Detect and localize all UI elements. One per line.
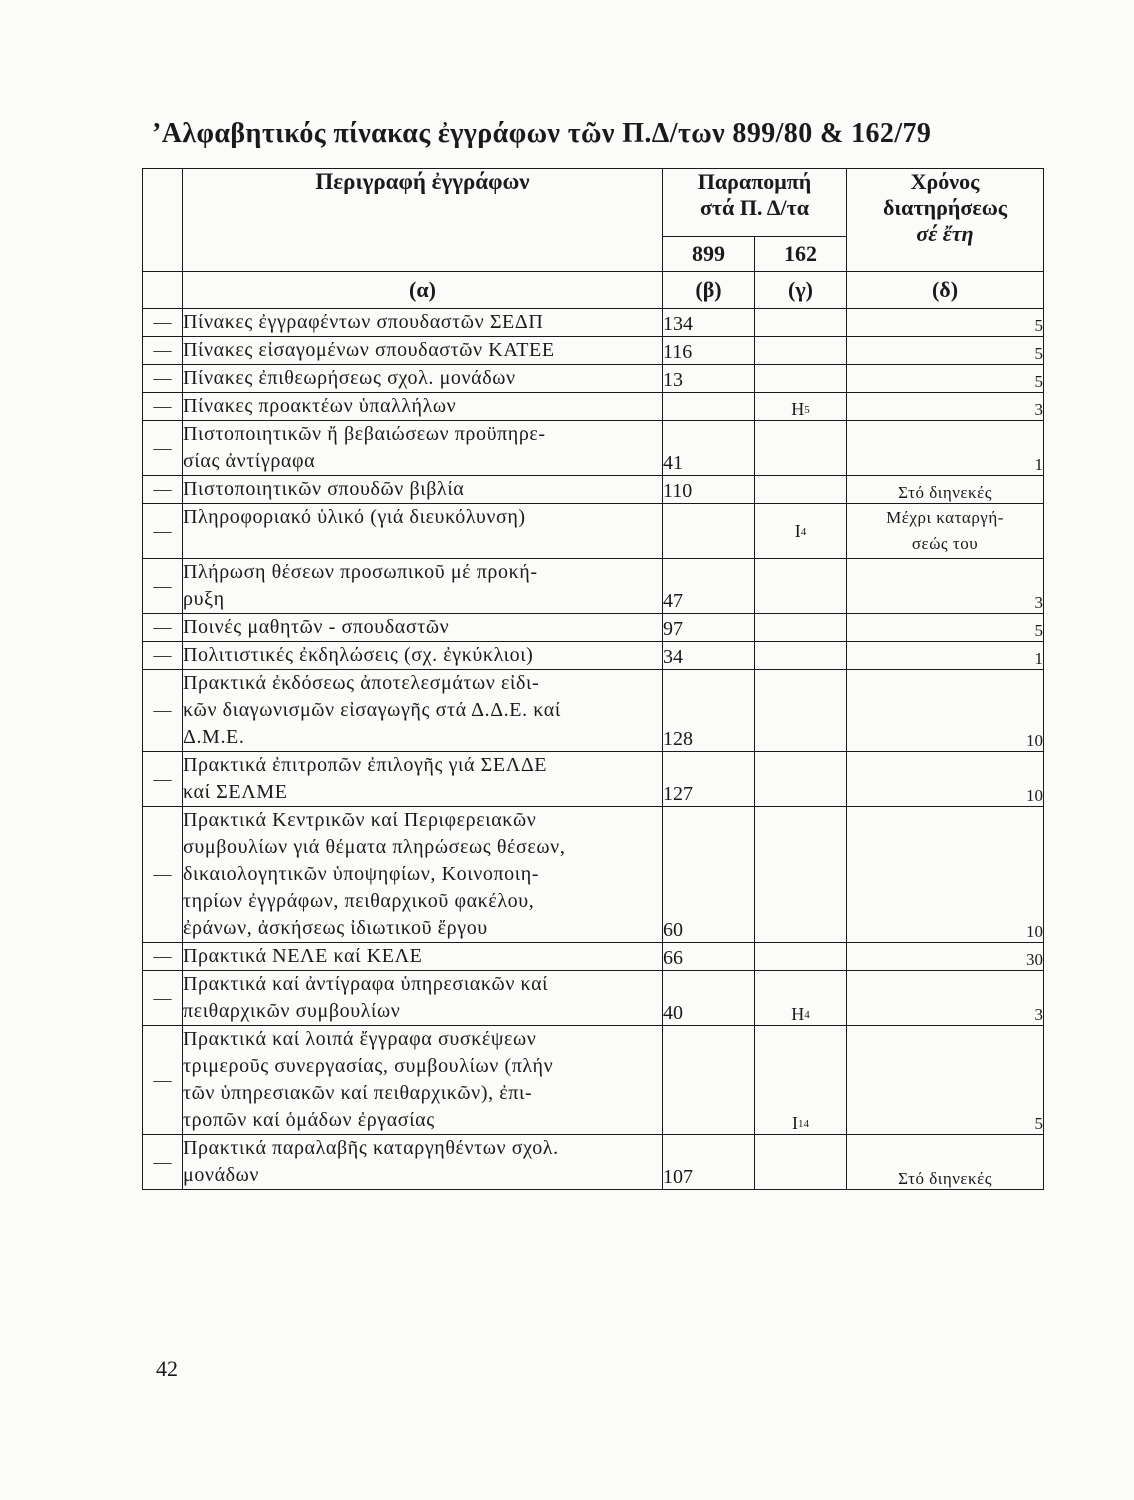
table-row bbox=[143, 337, 1044, 365]
header-retention-line1: Χρόνος bbox=[910, 169, 980, 194]
table-header bbox=[143, 169, 1044, 309]
row-description bbox=[183, 614, 663, 642]
retention-value: 5 bbox=[1034, 344, 1044, 363]
retention-value: 5 bbox=[1034, 1114, 1044, 1133]
table-row bbox=[143, 504, 1044, 559]
row-dash: — bbox=[143, 504, 183, 559]
row-ref-899: 66 bbox=[663, 943, 755, 971]
row-ref-162 bbox=[755, 1026, 847, 1135]
row-dash: — bbox=[143, 943, 183, 971]
retention-value-line2: σεώς του bbox=[911, 534, 979, 553]
header-reference-line2: στά Π. Δ/τα bbox=[699, 195, 810, 220]
table-row bbox=[143, 642, 1044, 670]
row-ref-162 bbox=[755, 421, 847, 476]
description-line: Δ.Μ.Ε. bbox=[183, 726, 245, 748]
description-line: ἐράνων, ἀσκήσεως ἰδιωτικοῦ ἔργου bbox=[183, 917, 488, 939]
row-ref-899: 13 bbox=[663, 365, 755, 393]
header-label-a: (α) bbox=[183, 272, 663, 309]
retention-value: 5 bbox=[1034, 316, 1044, 335]
row-ref-162 bbox=[755, 943, 847, 971]
header-label-b: (β) bbox=[663, 272, 755, 309]
table-row bbox=[143, 752, 1044, 807]
header-reference bbox=[663, 169, 847, 237]
retention-value: 1 bbox=[1034, 649, 1044, 668]
row-description bbox=[183, 1026, 663, 1135]
header-col-162: 162 bbox=[755, 237, 847, 272]
row-dash: — bbox=[143, 971, 183, 1026]
row-retention bbox=[847, 670, 1044, 752]
description-line: σίας ἀντίγραφα bbox=[183, 450, 316, 472]
row-retention bbox=[847, 971, 1044, 1026]
row-retention bbox=[847, 421, 1044, 476]
retention-value: Μέχρι καταργή- bbox=[886, 508, 1004, 527]
header-label-d: (δ) bbox=[847, 272, 1044, 309]
documents-table bbox=[142, 168, 1044, 1190]
row-ref-162 bbox=[755, 971, 847, 1026]
row-dash: — bbox=[143, 752, 183, 807]
row-description bbox=[183, 393, 663, 421]
row-ref-162 bbox=[755, 504, 847, 559]
row-ref-899: 127 bbox=[663, 752, 755, 807]
description-line: Πίνακες ἐπιθεωρήσεως σχολ. μονάδων bbox=[183, 367, 516, 389]
row-ref-899: 47 bbox=[663, 559, 755, 614]
row-description bbox=[183, 642, 663, 670]
row-retention bbox=[847, 393, 1044, 421]
retention-value: 10 bbox=[1026, 922, 1044, 941]
row-dash: — bbox=[143, 365, 183, 393]
description-line: Πρακτικά Κεντρικῶν καί Περιφερειακῶν bbox=[183, 809, 537, 831]
row-description bbox=[183, 476, 663, 504]
retention-value: 5 bbox=[1034, 621, 1044, 640]
table-row bbox=[143, 476, 1044, 504]
row-ref-899: 116 bbox=[663, 337, 755, 365]
row-dash: — bbox=[143, 393, 183, 421]
row-retention bbox=[847, 943, 1044, 971]
row-description bbox=[183, 807, 663, 943]
row-retention bbox=[847, 337, 1044, 365]
ref-162-letter: Η bbox=[791, 1004, 805, 1024]
description-line: πειθαρχικῶν συμβουλίων bbox=[183, 1000, 401, 1022]
row-dash: — bbox=[143, 1026, 183, 1135]
row-ref-899: 107 bbox=[663, 1135, 755, 1190]
row-ref-899 bbox=[663, 1026, 755, 1135]
header-retention bbox=[847, 169, 1044, 272]
row-retention bbox=[847, 365, 1044, 393]
description-line: Πληροφοριακό ὑλικό (γιά διευκόλυνση) bbox=[183, 506, 526, 528]
description-line: Πολιτιστικές ἐκδηλώσεις (σχ. ἐγκύκλιοι) bbox=[183, 644, 534, 666]
header-col-899: 899 bbox=[663, 237, 755, 272]
row-ref-162 bbox=[755, 670, 847, 752]
ref-162-letter: Ι bbox=[794, 520, 801, 541]
row-dash: — bbox=[143, 309, 183, 337]
header-dash-spacer-2 bbox=[143, 272, 183, 309]
row-dash: — bbox=[143, 337, 183, 365]
row-dash: — bbox=[143, 559, 183, 614]
description-line: Πρακτικά παραλαβῆς καταργηθέντων σχολ. bbox=[183, 1137, 559, 1159]
row-ref-162 bbox=[755, 476, 847, 504]
table-row bbox=[143, 393, 1044, 421]
row-retention bbox=[847, 309, 1044, 337]
row-retention bbox=[847, 752, 1044, 807]
header-label-c: (γ) bbox=[755, 272, 847, 309]
description-line: συμβουλίων γιά θέματα πληρώσεως θέσεων, bbox=[183, 836, 566, 858]
row-ref-162 bbox=[755, 807, 847, 943]
table-row bbox=[143, 559, 1044, 614]
description-line: τῶν ὑπηρεσιακῶν καί πειθαρχικῶν), ἐπι- bbox=[183, 1082, 533, 1104]
description-line: Πρακτικά καί ἀντίγραφα ὑπηρεσιακῶν καί bbox=[183, 973, 549, 995]
row-description bbox=[183, 670, 663, 752]
retention-value: 3 bbox=[1034, 593, 1044, 612]
row-ref-162 bbox=[755, 393, 847, 421]
description-line: Πρακτικά ΝΕΛΕ καί ΚΕΛΕ bbox=[183, 945, 423, 967]
row-description bbox=[183, 309, 663, 337]
description-line: Πλήρωση θέσεων προσωπικοῦ μέ προκή- bbox=[183, 561, 538, 583]
row-ref-899: 60 bbox=[663, 807, 755, 943]
description-line: Πιστοποιητικῶν ἤ βεβαιώσεων προϋπηρε- bbox=[183, 423, 546, 445]
row-description bbox=[183, 1135, 663, 1190]
row-ref-162 bbox=[755, 337, 847, 365]
table-row bbox=[143, 309, 1044, 337]
description-line: Πρακτικά ἐκδόσεως ἀποτελεσμάτων εἰδι- bbox=[183, 672, 540, 694]
row-dash: — bbox=[143, 1135, 183, 1190]
description-line: μονάδων bbox=[183, 1164, 260, 1186]
row-retention bbox=[847, 476, 1044, 504]
row-ref-899 bbox=[663, 393, 755, 421]
row-ref-162 bbox=[755, 642, 847, 670]
description-line: τριμεροῦς συνεργασίας, συμβουλίων (πλήν bbox=[183, 1055, 554, 1077]
row-dash: — bbox=[143, 421, 183, 476]
header-retention-line3: σέ ἔτη bbox=[916, 221, 974, 246]
row-description bbox=[183, 752, 663, 807]
row-ref-899: 110 bbox=[663, 476, 755, 504]
ref-162-index: 4 bbox=[800, 525, 807, 538]
description-line: καί ΣΕΛΜΕ bbox=[183, 781, 288, 803]
row-retention bbox=[847, 1026, 1044, 1135]
ref-162-letter: Η bbox=[791, 399, 805, 419]
row-description bbox=[183, 971, 663, 1026]
description-line: Πίνακες προακτέων ὑπαλλήλων bbox=[183, 395, 457, 417]
description-line: Ποινές μαθητῶν - σπουδαστῶν bbox=[183, 616, 450, 638]
row-ref-162 bbox=[755, 1135, 847, 1190]
table-row bbox=[143, 670, 1044, 752]
table-row bbox=[143, 807, 1044, 943]
table-row bbox=[143, 365, 1044, 393]
description-line: δικαιολογητικῶν ὑποψηφίων, Κοινοποιη- bbox=[183, 863, 540, 885]
table-row bbox=[143, 614, 1044, 642]
document-title: ’Αλφαβητικός πίνακας ἐγγράφων τῶν Π.Δ/των 899/80 & 162/79 bbox=[152, 118, 932, 149]
description-line: τηρίων ἐγγράφων, πειθαρχικοῦ φακέλου, bbox=[183, 890, 535, 912]
ref-162-index: 14 bbox=[798, 1118, 809, 1130]
row-retention bbox=[847, 559, 1044, 614]
row-retention bbox=[847, 1135, 1044, 1190]
header-dash-spacer bbox=[143, 169, 183, 272]
row-dash: — bbox=[143, 670, 183, 752]
header-retention-line2: διατηρήσεως bbox=[882, 195, 1008, 220]
retention-value: Στό διηνεκές bbox=[898, 1169, 992, 1188]
retention-value: 10 bbox=[1026, 731, 1044, 750]
table-body bbox=[143, 309, 1044, 1190]
row-dash: — bbox=[143, 807, 183, 943]
description-line: τροπῶν καί ὁμάδων ἐργασίας bbox=[183, 1109, 435, 1131]
row-retention bbox=[847, 614, 1044, 642]
ref-162-letter: Ι bbox=[792, 1113, 798, 1133]
row-ref-899: 128 bbox=[663, 670, 755, 752]
description-line: ρυξη bbox=[183, 588, 225, 610]
row-dash: — bbox=[143, 476, 183, 504]
description-line: Πρακτικά ἐπιτροπῶν ἐπιλογῆς γιά ΣΕΛΔΕ bbox=[183, 754, 548, 776]
header-description: Περιγραφή ἐγγράφων bbox=[183, 169, 663, 272]
header-reference-line1: Παραπομπή bbox=[697, 169, 812, 194]
row-ref-899: 41 bbox=[663, 421, 755, 476]
row-ref-899: 40 bbox=[663, 971, 755, 1026]
row-ref-899: 97 bbox=[663, 614, 755, 642]
row-description bbox=[183, 421, 663, 476]
retention-value: 3 bbox=[1034, 400, 1044, 419]
retention-value: Στό διηνεκές bbox=[898, 483, 992, 502]
row-ref-162 bbox=[755, 752, 847, 807]
ref-162-index: 4 bbox=[804, 1009, 810, 1021]
row-dash: — bbox=[143, 642, 183, 670]
row-retention bbox=[847, 642, 1044, 670]
row-description bbox=[183, 943, 663, 971]
retention-value: 30 bbox=[1026, 950, 1044, 969]
row-retention bbox=[847, 504, 1044, 559]
retention-value: 5 bbox=[1034, 372, 1044, 391]
table-row bbox=[143, 943, 1044, 971]
row-ref-162 bbox=[755, 309, 847, 337]
description-line: κῶν διαγωνισμῶν εἰσαγωγῆς στά Δ.Δ.Ε. καί bbox=[183, 699, 561, 721]
description-line: Πίνακες ἐγγραφέντων σπουδαστῶν ΣΕΔΠ bbox=[183, 311, 544, 333]
row-ref-162 bbox=[755, 559, 847, 614]
row-description bbox=[183, 559, 663, 614]
row-dash: — bbox=[143, 614, 183, 642]
description-line: Πίνακες εἰσαγομένων σπουδαστῶν ΚΑΤΕΕ bbox=[183, 339, 555, 361]
description-line bbox=[183, 531, 662, 558]
table-row bbox=[143, 1135, 1044, 1190]
row-retention bbox=[847, 807, 1044, 943]
description-line: Πρακτικά καί λοιπά ἔγγραφα συσκέψεων bbox=[183, 1028, 537, 1050]
retention-value: 3 bbox=[1034, 1005, 1044, 1024]
row-ref-899 bbox=[663, 504, 755, 559]
row-ref-899: 34 bbox=[663, 642, 755, 670]
row-description bbox=[183, 365, 663, 393]
description-line: Πιστοποιητικῶν σπουδῶν βιβλία bbox=[183, 478, 465, 500]
row-ref-899: 134 bbox=[663, 309, 755, 337]
table-row bbox=[143, 971, 1044, 1026]
table-row bbox=[143, 421, 1044, 476]
ref-162-index: 5 bbox=[804, 404, 810, 416]
retention-value: 1 bbox=[1034, 455, 1044, 474]
row-ref-162 bbox=[755, 614, 847, 642]
row-ref-162 bbox=[755, 365, 847, 393]
table-row bbox=[143, 1026, 1044, 1135]
row-description bbox=[183, 337, 663, 365]
retention-value: 10 bbox=[1026, 786, 1044, 805]
page-number: 42 bbox=[156, 1356, 178, 1381]
row-description bbox=[183, 504, 663, 559]
